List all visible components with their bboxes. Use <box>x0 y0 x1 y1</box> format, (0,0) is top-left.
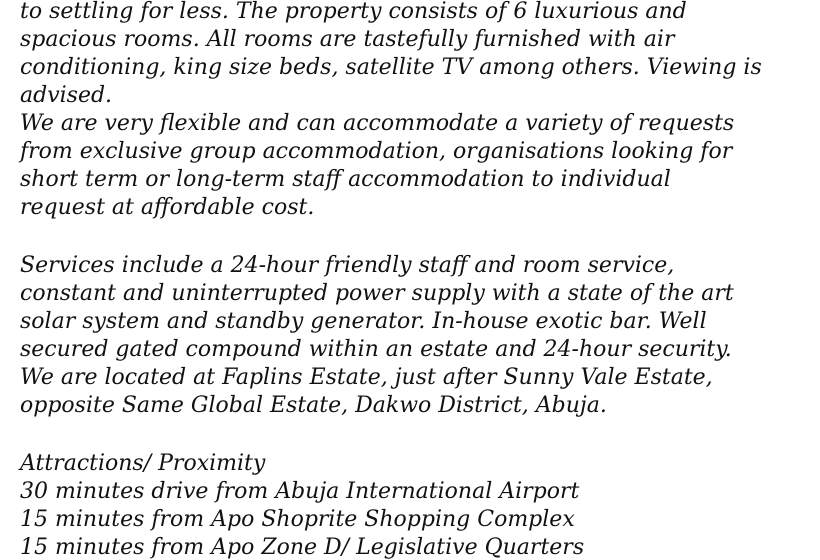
paragraph-1-line-1: to settling for less. The property consists of 6 luxurious and <box>20 0 687 24</box>
attractions-heading: Attractions/ Proximity <box>20 451 266 476</box>
paragraph-1-line-2: spacious rooms. All rooms are tastefully furnished with air <box>20 27 675 52</box>
paragraph-1-line-3: conditioning, king size beds, satellite TV among others. Viewing is <box>20 55 762 80</box>
attractions-item: 15 minutes from Apo Shoprite Shopping Complex <box>20 507 575 532</box>
paragraph-3-line-5: We are located at Faplins Estate, just after Sunny Vale Estate, <box>20 365 713 390</box>
paragraph-2-line-4: request at affordable cost. <box>20 195 315 220</box>
paragraph-3-line-6: opposite Same Global Estate, Dakwo District, Abuja. <box>20 393 607 418</box>
paragraph-3-line-2: constant and uninterrupted power supply with a state of the art <box>20 281 734 306</box>
paragraph-1-line-4: advised. <box>20 83 113 108</box>
paragraph-3-line-4: secured gated compound within an estate and 24-hour security. <box>20 337 732 362</box>
paragraph-2-line-2: from exclusive group accommodation, organisations looking for <box>20 139 733 164</box>
paragraph-3-line-1: Services include a 24-hour friendly staff and room service, <box>20 253 675 278</box>
paragraph-2-line-1: We are very flexible and can accommodate a variety of requests <box>20 111 735 136</box>
paragraph-2-line-3: short term or long-term staff accommodation to individual <box>20 167 671 192</box>
attractions-item: 30 minutes drive from Abuja International Airport <box>20 479 580 504</box>
attractions-item: 15 minutes from Apo Zone D/ Legislative Quarters <box>20 535 585 560</box>
paragraph-3-line-3: solar system and standby generator. In-house exotic bar. Well <box>20 309 707 334</box>
